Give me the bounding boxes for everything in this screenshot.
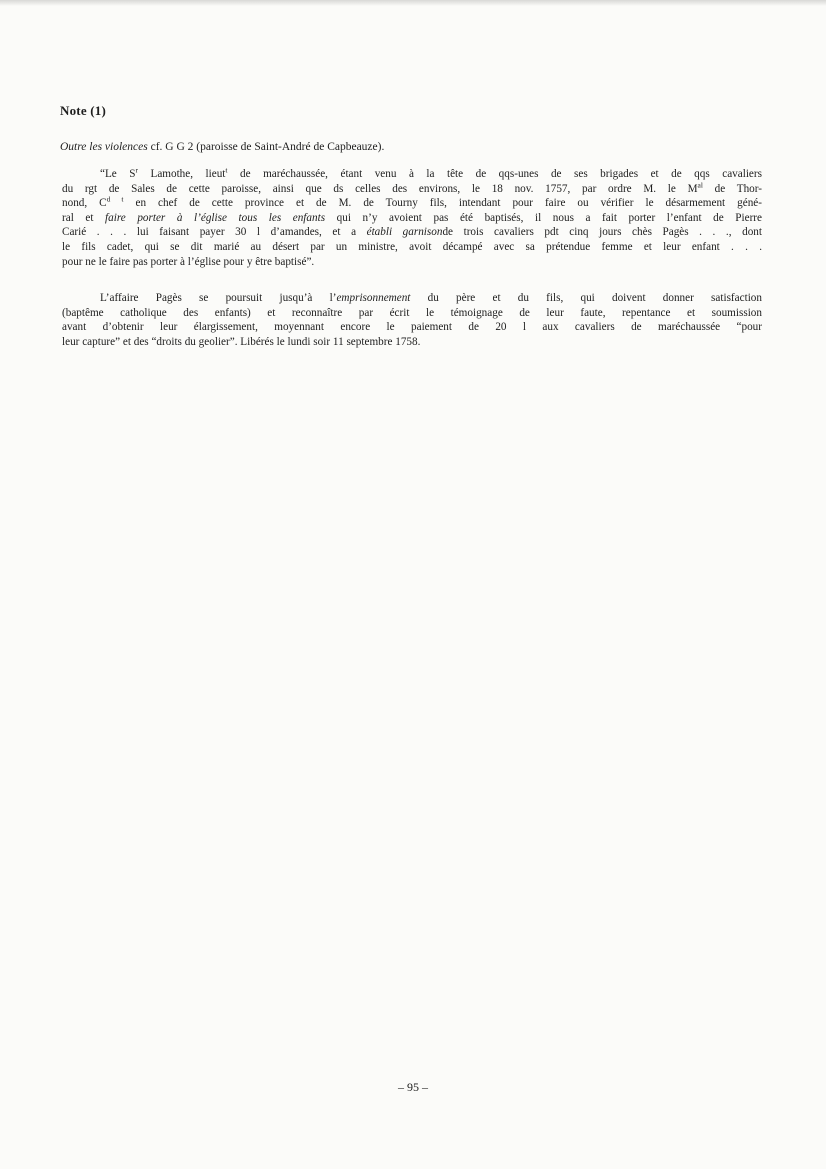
text-segment: du rgt de Sales de cette paroisse, ainsi que ds celles des environs, le 18 nov. 1757, par ordre M. le M — [62, 182, 698, 195]
text-segment: le fils cadet, qui se dit marié au désert par un ministre, avoit décampé avec sa prétendue femme et leur enfant . . . — [62, 240, 762, 253]
superscript: d t — [106, 194, 124, 204]
text-segment: qui n’y avoient pas été baptisés, il nous a fait porter l’enfant de Pierre — [325, 211, 762, 224]
text-segment: de maréchaussée, étant venu à la tête de qqs-unes de ses brigades et de qqs cavaliers — [227, 168, 762, 180]
text-line — [62, 335, 762, 350]
text-line — [62, 291, 762, 306]
text-line — [62, 306, 762, 321]
italic-text: emprisonnement — [336, 292, 411, 304]
text-line — [62, 320, 762, 335]
text-line — [62, 255, 762, 270]
text-segment: (baptême catholique des enfants) et reconnaître par écrit le témoignage de leur faute, repentance et soumission — [62, 306, 762, 319]
summary-paragraph — [62, 291, 762, 349]
text-line — [62, 225, 762, 240]
note-title: Note (1) — [60, 103, 106, 118]
text-segment: pour ne le faire pas porter à l’église pour y être baptisé”. — [62, 255, 315, 268]
superscript: r — [135, 165, 138, 175]
text-segment: en chef de cette province et de M. de Tourny fils, intendant pour faire ou vérifier le désarmement géné- — [123, 197, 762, 210]
scan-edge — [0, 0, 826, 6]
text-segment: du père et du fils, qui doivent donner satisfaction — [410, 292, 762, 304]
text-segment: de trois cavaliers pdt cinq jours chès Pagès . . ., dont — [442, 226, 762, 239]
text-segment: “Le S — [100, 168, 136, 180]
text-segment: ral et — [62, 211, 106, 224]
text-line — [62, 179, 762, 197]
text-segment: nond, C — [62, 197, 107, 210]
text-segment: de Thor- — [702, 182, 762, 195]
text-segment: Carié . . . lui faisant payer 30 l d’amandes, et a — [62, 226, 367, 239]
subtitle-rest: cf. G G 2 (paroisse de Saint-André de Capbeauze). — [147, 141, 385, 153]
superscript: t — [225, 165, 228, 175]
subtitle-italic: Outre les violences — [60, 141, 148, 153]
text-line — [62, 167, 762, 182]
note-subtitle — [60, 141, 384, 153]
text-segment: avant d’obtenir leur élargissement, moyennant encore le paiement de 20 l aux cavaliers de maréchaussée “pour — [62, 321, 762, 334]
superscript: al — [697, 179, 703, 189]
text-segment: Lamothe, lieut — [137, 168, 226, 180]
page-number: – 95 – — [398, 1080, 428, 1094]
quote-paragraph — [62, 167, 762, 269]
italic-text: établi garnison — [366, 226, 443, 239]
italic-text: faire porter à l’église tous les enfants — [105, 211, 326, 224]
text-line — [62, 240, 762, 255]
text-line — [62, 211, 762, 226]
text-segment: L’affaire Pagès se poursuit jusqu’à l’ — [100, 292, 337, 304]
text-line — [62, 196, 762, 211]
text-segment: leur capture” et des “droits du geolier”. Libérés le lundi soir 11 septembre 1758. — [62, 335, 421, 348]
